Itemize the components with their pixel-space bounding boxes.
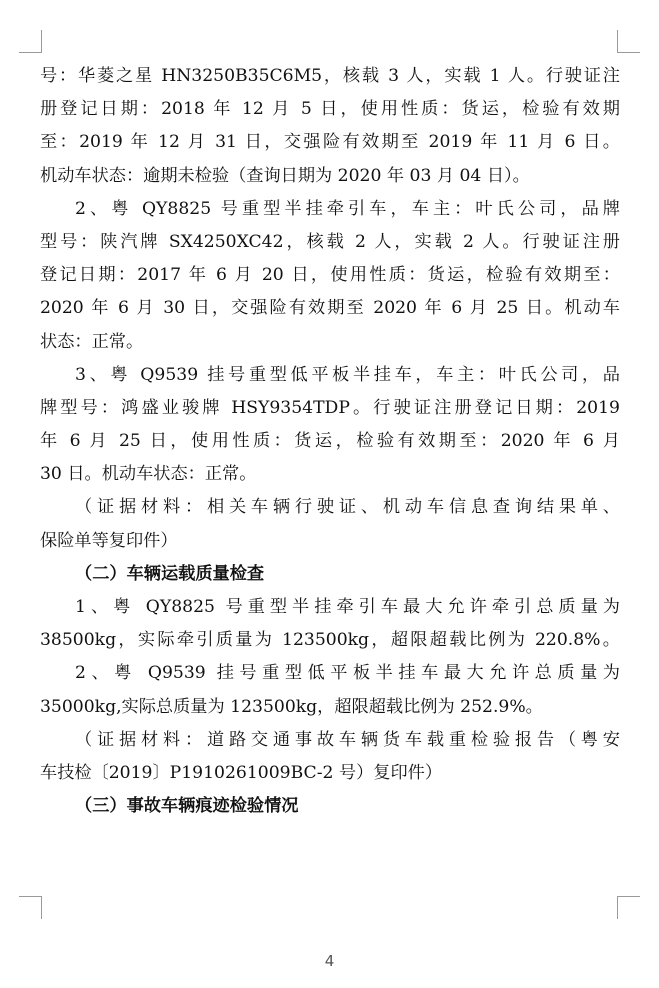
text-line: 车技检〔2019〕P1910261009BC-2 号）复印件） (40, 762, 443, 783)
crop-mark-bottom-right (617, 896, 640, 919)
text-line: 号：华菱之星 HN3250B35C6M5，核载 3 人，实载 1 人。行驶证注 (40, 66, 620, 86)
text-line: 机动车状态：逾期未检验（查询日期为 2020 年 03 月 04 日）。 (40, 165, 530, 186)
text-line: 35000kg,实际总质量为 123500kg，超限超载比例为 252.9%。 (40, 696, 543, 717)
text-line: 1、粤 QY8825 号重型半挂牵引车最大允许牵引总质量为 (75, 597, 620, 617)
crop-mark-top-left (19, 30, 42, 53)
text-line: （证据材料：相关车辆行驶证、机动车信息查询结果单、 (75, 497, 620, 518)
text-line: 保险单等复印件） (40, 530, 178, 551)
text-line: 30 日。机动车状态：正常。 (40, 464, 257, 485)
body-text (40, 60, 620, 823)
crop-mark-bottom-left (19, 896, 42, 919)
text-line: 38500kg，实际牵引质量为 123500kg，超限超载比例为 220.8%。 (40, 630, 620, 651)
page-number: 4 (324, 952, 335, 970)
text-line: 型号：陕汽牌 SX4250XC42，核载 2 人，实载 2 人。行驶证注册 (40, 231, 620, 252)
text-line: 年 6 月 25 日，使用性质：货运，检验有效期至：2020 年 6 月 (40, 431, 620, 452)
text-line: 至：2019 年 12 月 31 日，交强险有效期至 2019 年 11 月 6 日。 (40, 132, 620, 153)
text-line: 状态：正常。 (40, 331, 144, 352)
section-heading: （三）事故车辆痕迹检验情况 (75, 796, 299, 817)
text-line: 册登记日期：2018 年 12 月 5 日，使用性质：货运，检验有效期 (40, 99, 620, 120)
text-line: 2、粤 QY8825 号重型半挂牵引车，车主：叶氏公司，品牌 (75, 198, 620, 219)
text-line: 3、粤 Q9539 挂号重型低平板半挂车，车主：叶氏公司，品 (75, 364, 620, 385)
text-line: 2020 年 6 月 30 日，交强险有效期至 2020 年 6 月 25 日。机动车 (40, 298, 620, 319)
text-line: （证据材料：道路交通事故车辆货车载重检验报告（粤安 (75, 729, 620, 750)
text-line: 登记日期：2017 年 6 月 20 日，使用性质：货运，检验有效期至： (40, 265, 620, 286)
text-line: 2、粤 Q9539 挂号重型低平板半挂车最大允许总质量为 (75, 663, 620, 684)
section-heading: （二）车辆运载质量检查 (75, 563, 265, 584)
crop-mark-top-right (617, 30, 640, 53)
text-line: 牌型号：鸿盛业骏牌 HSY9354TDP。行驶证注册登记日期：2019 (40, 397, 620, 418)
